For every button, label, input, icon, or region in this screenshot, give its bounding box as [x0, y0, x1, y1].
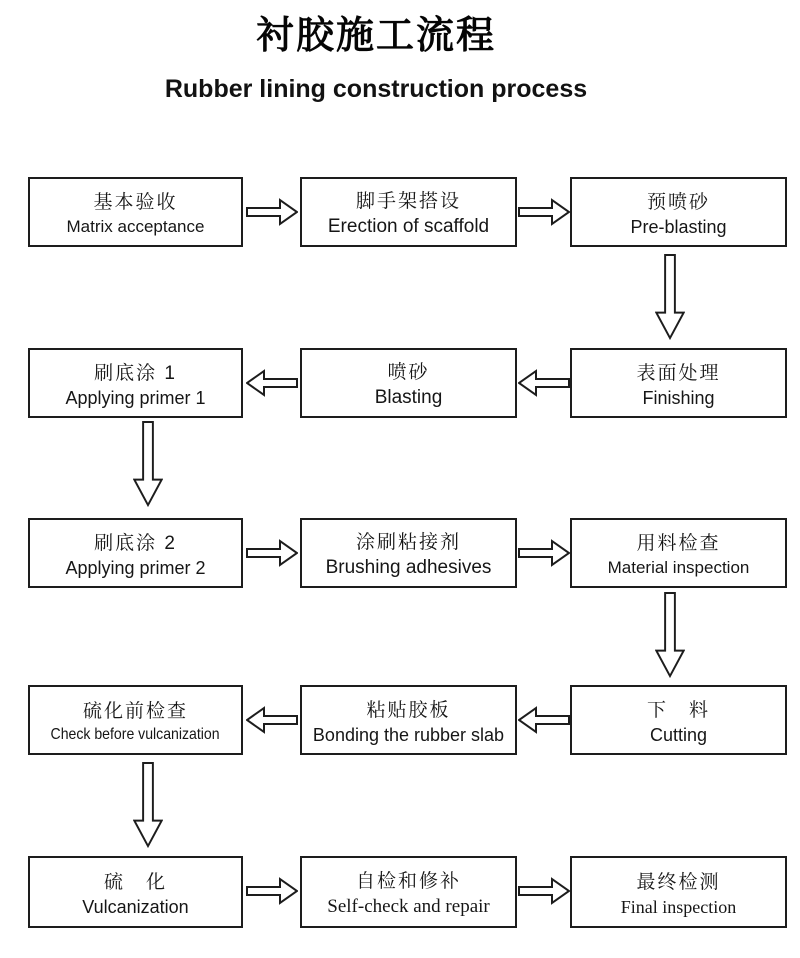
flow-box-vulcanization [28, 856, 243, 928]
flow-box-material-inspection [570, 518, 787, 588]
box-label-zh: 用料检查 [636, 533, 721, 554]
down-arrow-icon [133, 421, 163, 507]
flow-box-check-before-vulcanization [28, 685, 243, 755]
box-label-zh: 表面处理 [636, 362, 721, 384]
flow-box-erection-of-scaffold [300, 177, 517, 247]
box-label-en: Applying primer 2 [65, 557, 206, 578]
flow-box-bonding-rubber-slab [300, 685, 517, 755]
box-label-zh: 预喷砂 [646, 191, 710, 213]
flow-box-applying-primer-2 [28, 518, 243, 588]
down-arrow-icon [655, 254, 685, 340]
box-label-en: Cutting [649, 724, 708, 745]
box-label-zh: 涂刷粘接剂 [355, 532, 461, 553]
flow-box-finishing [570, 348, 787, 418]
box-label-en: Brushing adhesives [325, 557, 492, 578]
flow-box-matrix-acceptance [28, 177, 243, 247]
right-arrow-icon [518, 877, 570, 905]
flow-box-pre-blasting [570, 177, 787, 247]
box-label-zh: 硫 化 [103, 871, 167, 893]
box-label-en: Final inspection [620, 896, 737, 917]
flow-box-applying-primer-1 [28, 348, 243, 418]
left-arrow-icon [246, 706, 298, 734]
flow-box-self-check-and-repair [300, 856, 517, 928]
flow-box-blasting [300, 348, 517, 418]
box-label-en: Bonding the rubber slab [312, 724, 505, 745]
right-arrow-icon [246, 539, 298, 567]
box-label-zh: 硫化前检查 [82, 701, 188, 722]
left-arrow-icon [246, 369, 298, 397]
box-label-zh: 刷底涂 2 [94, 532, 177, 554]
box-label-en: Self-check and repair [327, 896, 490, 917]
box-label-en: Pre-blasting [630, 216, 727, 237]
box-label-zh: 粘贴胶板 [366, 699, 451, 721]
box-label-en: Matrix acceptance [66, 217, 205, 236]
box-label-en: Material inspection [607, 558, 750, 577]
left-arrow-icon [518, 369, 570, 397]
right-arrow-icon [518, 198, 570, 226]
box-label-zh: 脚手架搭设 [355, 191, 461, 212]
box-label-zh: 喷砂 [387, 362, 430, 383]
box-label-zh: 自检和修补 [355, 871, 461, 892]
right-arrow-icon [246, 198, 298, 226]
page-title-english: Rubber lining construction process [164, 75, 588, 103]
box-label-en: Erection of scaffold [327, 216, 490, 237]
box-label-en: Vulcanization [82, 896, 189, 917]
box-label-en: Applying primer 1 [65, 387, 206, 408]
down-arrow-icon [133, 762, 163, 848]
right-arrow-icon [518, 539, 570, 567]
down-arrow-icon [655, 592, 685, 678]
page-title-chinese: 衬胶施工流程 [255, 15, 496, 57]
left-arrow-icon [518, 706, 570, 734]
box-label-zh: 下 料 [646, 699, 710, 721]
header [0, 4, 752, 104]
box-label-zh: 最终检测 [636, 871, 721, 893]
box-label-en: Finishing [642, 387, 715, 408]
right-arrow-icon [246, 877, 298, 905]
box-label-zh: 刷底涂 1 [94, 362, 177, 384]
box-label-zh: 基本验收 [93, 192, 178, 213]
box-label-en: Blasting [374, 387, 443, 408]
flow-box-brushing-adhesives [300, 518, 517, 588]
flow-box-cutting [570, 685, 787, 755]
flow-box-final-inspection [570, 856, 787, 928]
box-label-en: Check before vulcanization [50, 726, 221, 743]
